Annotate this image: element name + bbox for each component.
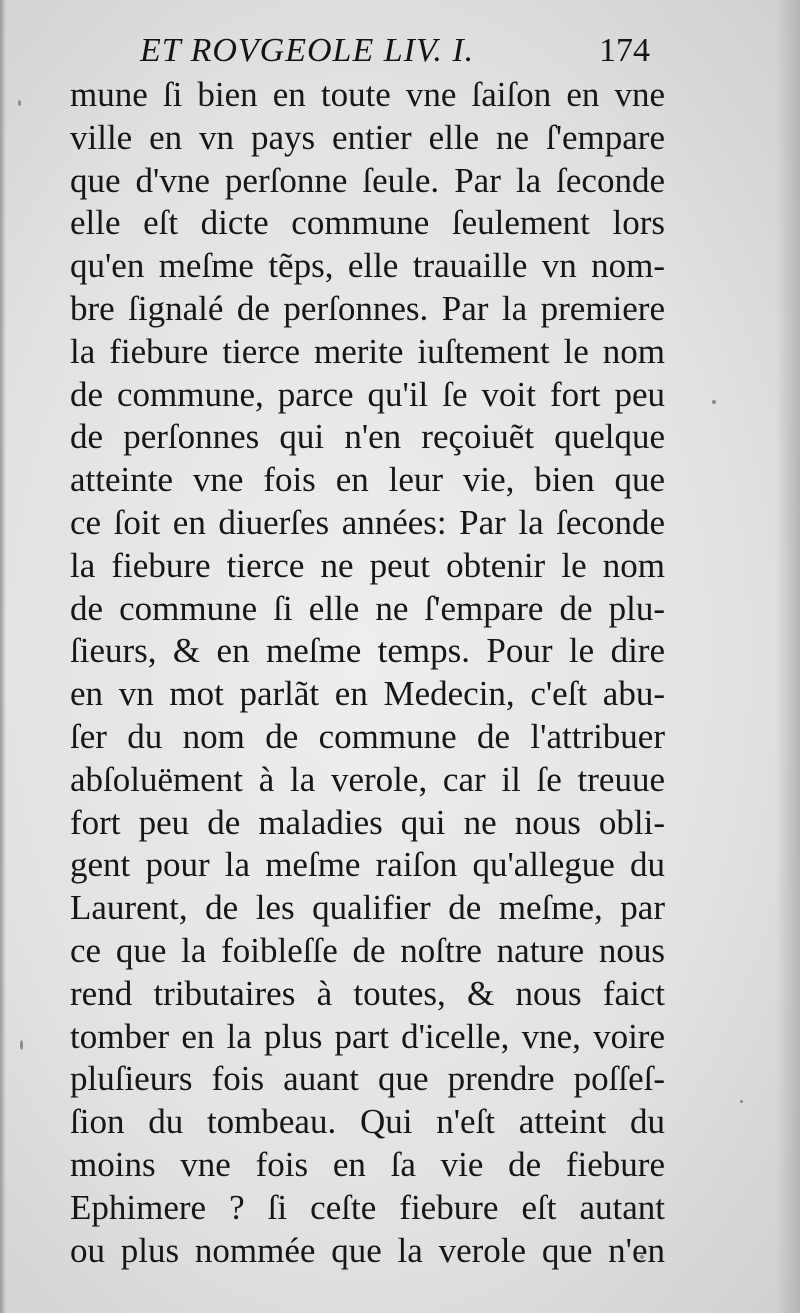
text-line-8: de commune, parce qu'il ſe voit fort peu [70,374,665,414]
text-line-20: Laurent, de les qualifier de meſme, par [70,888,665,928]
text-line-17: abſoluëment à la verole, car il ſe treuue [70,759,665,799]
paper-speck [740,1100,743,1103]
text-line-10: atteinte vne fois en leur vie, bien que [70,460,665,500]
text-line-11: ce ſoit en diuerſes années: Par la ſeconde [70,502,665,542]
page-number: 174 [599,32,650,69]
page-right-edge-shadow [776,0,800,1313]
text-line-26: moins vne fois en ſa vie de fiebure [70,1144,665,1184]
text-line-12: la fiebure tierce ne peut obtenir le nom [70,545,665,585]
paper-speck [18,100,21,106]
text-line-5: qu'en meſme tẽps, elle trauaille vn nom- [70,246,665,286]
text-line-16: ſer du nom de commune de l'attribuer [70,716,665,756]
text-line-4: elle eſt dicte commune ſeulement lors [70,203,665,243]
text-line-21: ce que la foibleſſe de noſtre nature nous [70,930,665,970]
text-line-27: Ephimere ? ſi ceſte fiebure eſt autant [70,1187,665,1227]
text-line-7: la fiebure tierce merite iuſtement le nom [70,331,665,371]
text-line-25: ſion du tombeau. Qui n'eſt atteint du [70,1102,665,1142]
text-line-3: que d'vne perſonne ſeule. Par la ſeconde [70,160,665,200]
text-line-9: de perſonnes qui n'en reçoiuẽt quelque [70,417,665,457]
text-line-24: pluſieurs fois auant que prendre poſſeſ- [70,1059,665,1099]
running-head [140,26,650,72]
text-line-14: ſieurs, & en meſme temps. Pour le dire [70,631,665,671]
text-line-13: de commune ſi elle ne ſ'empare de plu- [70,588,665,628]
text-line-1: mune ſi bien en toute vne ſaiſon en vne [70,75,665,114]
page-left-edge-shadow [0,0,6,1313]
paper-speck [20,1040,23,1050]
text-line-18: fort peu de maladies qui ne nous obli- [70,802,665,842]
text-line-28: ou plus nommée que la verole que n'en [70,1230,665,1270]
text-line-23: tomber en la plus part d'icelle, vne, voire [70,1016,665,1056]
text-line-19: gent pour la meſme raiſon qu'allegue du [70,845,665,885]
text-body [70,74,665,1272]
text-line-22: rend tributaires à toutes, & nous faict [70,973,665,1013]
text-line-2: ville en vn pays entier elle ne ſ'empare [70,117,665,157]
running-title: ET ROVGEOLE LIV. I. [140,32,475,69]
text-line-15: en vn mot parlãt en Medecin, c'eſt abu- [70,674,665,714]
text-line-6: bre ſignalé de perſonnes. Par la premiere [70,288,665,328]
paper-speck [712,400,716,404]
